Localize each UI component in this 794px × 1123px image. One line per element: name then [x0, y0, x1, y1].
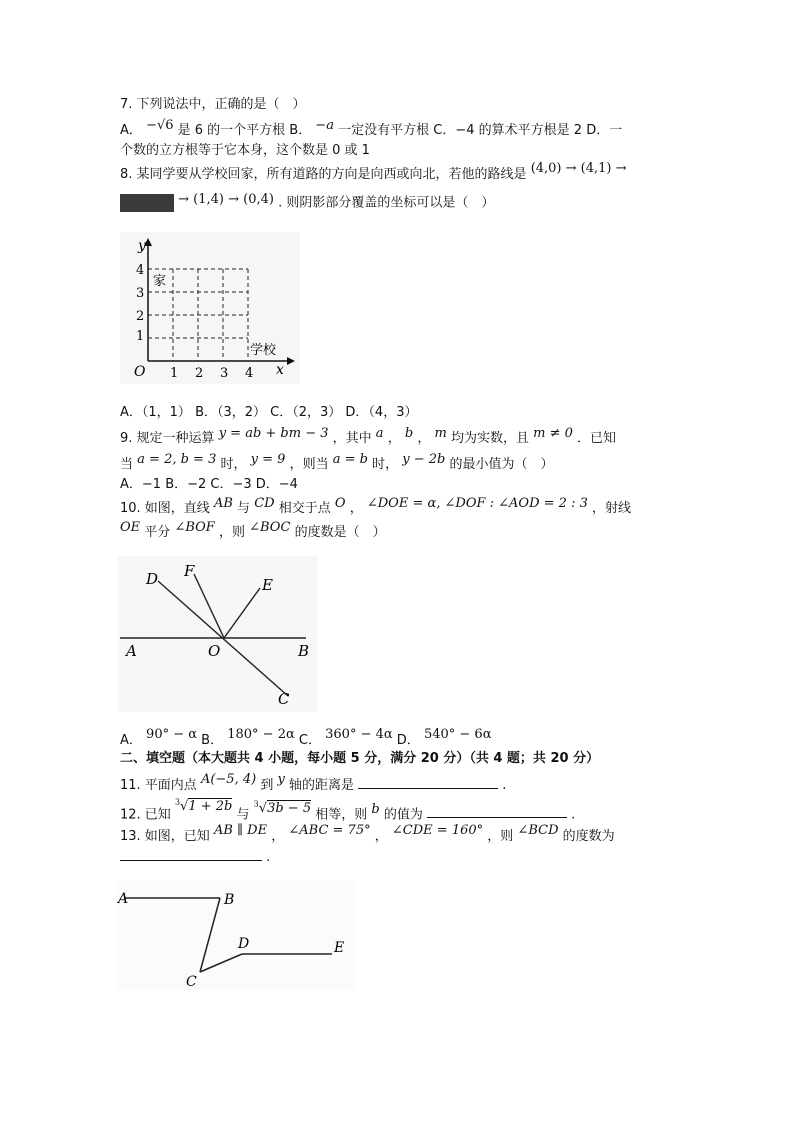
q9-sep-2: ，	[417, 431, 431, 446]
label-d: D	[146, 570, 159, 588]
q9-equality: a = b	[332, 452, 368, 467]
q11-line	[120, 772, 507, 795]
q13-angle-abc: ∠ABC = 75°	[288, 823, 371, 838]
q8-options: A．（1，1） B．（3，2） C．（2，3） D．（4，3）	[120, 405, 418, 420]
y-axis-label: y	[138, 238, 146, 254]
q8-path1: (4,0) → (4,1) →	[530, 161, 627, 176]
q10-text-7: 的度数是（ ）	[294, 525, 386, 540]
q10-text-4: ，射线	[592, 501, 632, 516]
q10-angle-figure	[118, 556, 318, 712]
q10-text-2: 相交于点	[278, 501, 331, 516]
q8-path2: → (1,4) → (0,4)	[178, 191, 274, 207]
y-tick-2: 2	[136, 309, 145, 324]
q8-tail: . 则阴影部分覆盖的坐标可以是（ ）	[278, 195, 495, 211]
q11-axis: y	[277, 772, 285, 787]
section-heading: 二、填空题（本大题共 4 小题，每小题 5 分，满分 20 分）（共 4 题；共 20 分）	[120, 751, 600, 766]
label-c: C	[186, 974, 197, 990]
q7-stem: 7. 下列说法中，正确的是（ ）	[120, 97, 306, 112]
q10-line-ab: AB	[213, 496, 233, 511]
q10-ray-oe: OE	[120, 520, 141, 535]
label-f: F	[184, 562, 195, 580]
q9-text-7: ，则当	[289, 457, 329, 472]
q9-result: y = 9	[250, 452, 286, 467]
q10-line1	[120, 496, 632, 518]
q10-opt-a-label: A．	[120, 733, 142, 748]
q7-line2: 个数的立方根等于它本身，这个数是 0 或 1	[120, 143, 370, 158]
q9-text-9: 的最小值为（ ）	[449, 457, 554, 472]
q13-text-1: 13. 如图，已知	[120, 829, 210, 844]
y-tick-4: 4	[136, 263, 145, 278]
q9-expression: y − 2b	[402, 452, 446, 467]
q11-point: A(−5, 4)	[200, 772, 257, 787]
q10-opt-b-label: B．	[201, 733, 224, 748]
origin-label: O	[134, 364, 146, 380]
q9-var-a: a	[375, 426, 384, 441]
q11-answer-blank[interactable]	[358, 776, 498, 789]
q13-answer-blank[interactable]	[120, 848, 262, 861]
q10-opt-d: 540° − 6α	[423, 727, 492, 742]
y-tick-3: 3	[136, 286, 145, 301]
q9-given: a = 2, b = 3	[137, 452, 217, 467]
q8-stem: 8. 某同学要从学校回家，所有道路的方向是向西或向北，若他的路线是	[120, 167, 527, 182]
q10-line2	[120, 520, 386, 542]
q9-text-4: ．已知	[577, 431, 617, 446]
q10-text-3: ，	[349, 501, 363, 516]
q12-text-3: 相等，则	[315, 807, 368, 823]
q13-angle-cde: ∠CDE = 160°	[391, 823, 484, 838]
q10-options	[120, 727, 492, 750]
x-tick-2: 2	[195, 366, 204, 381]
q7-option-a-text: 是 6 的一个平方根 B．	[177, 123, 312, 138]
q12-answer-blank[interactable]	[427, 805, 567, 818]
q13-line2	[120, 848, 270, 867]
q12-r1-body: 1 + 2b	[188, 799, 233, 815]
label-a: A	[126, 642, 137, 660]
label-c: C	[278, 690, 290, 708]
q12-text-2: 与	[236, 807, 250, 823]
q10-text-1: 10. 如图，直线	[120, 501, 210, 516]
q13-line1	[120, 823, 615, 846]
q8-grid-figure	[120, 232, 300, 384]
q11-end: .	[502, 778, 507, 793]
shaded-block	[120, 194, 174, 212]
q11-text-1: 11. 平面内点	[120, 778, 197, 793]
q12-text-4: 的值为	[383, 807, 423, 823]
q12-var-b: b	[371, 802, 380, 818]
q9-text-5: 当	[120, 457, 134, 472]
q10-opt-b: 180° − 2α	[227, 727, 295, 742]
x-tick-1: 1	[170, 366, 179, 381]
q9-line1	[120, 426, 617, 448]
q13-text-2: ，	[271, 829, 285, 844]
q10-angle-bof: ∠BOF	[174, 520, 215, 535]
q12-r2-index: 3	[253, 800, 259, 809]
q12-line	[120, 798, 576, 824]
y-tick-1: 1	[136, 329, 145, 344]
q9-operation: y = ab + bm − 3	[218, 426, 329, 441]
q10-point-o: O	[334, 496, 346, 511]
q13-text-3: ，	[374, 829, 388, 844]
q7-option-b-math: −a	[315, 118, 335, 133]
x-tick-4: 4	[245, 366, 254, 381]
q12-r2-body: 3b − 5	[267, 801, 312, 817]
q11-text-2: 到	[260, 778, 274, 793]
label-b: B	[224, 892, 235, 908]
q9-text-1: 9. 规定一种运算	[120, 431, 215, 446]
q7-option-a-math: −√6	[146, 118, 174, 133]
q8-stem-line	[120, 161, 627, 184]
q10-angle-boc: ∠BOC	[249, 520, 291, 535]
q13-text-5: 的度数为	[562, 829, 615, 844]
q9-condition: m ≠ 0	[533, 426, 573, 441]
label-e: E	[262, 576, 273, 594]
q9-var-m: m	[434, 426, 447, 441]
q9-text-6: 时，	[220, 457, 247, 472]
q10-line-cd: CD	[254, 496, 275, 511]
q9-var-b: b	[404, 426, 414, 441]
label-e: E	[334, 940, 345, 956]
q10-opt-d-label: D．	[396, 733, 420, 748]
q13-end: .	[266, 850, 271, 865]
q9-text-3: 均为实数，且	[450, 431, 529, 446]
q13-parallel: AB ∥ DE	[213, 823, 268, 838]
label-a: A	[118, 891, 129, 907]
label-d: D	[238, 936, 250, 952]
label-o: O	[208, 642, 221, 660]
q9-line2	[120, 452, 554, 474]
q7-options-line	[120, 118, 623, 140]
q9-options: A．−1 B．−2 C．−3 D．−4	[120, 477, 298, 492]
q13-angle-bcd: ∠BCD	[517, 823, 559, 838]
q9-sep-1: ，	[387, 431, 401, 446]
q12-radical-1: $^3$√1 + 2b	[174, 798, 233, 815]
q7-option-a-label: A．	[120, 123, 142, 138]
x-tick-3: 3	[220, 366, 229, 381]
q10-text-5: 平分	[144, 525, 171, 540]
q12-end: .	[571, 807, 576, 823]
q7-option-b-text: 一定没有平方根 C．−4 的算术平方根是 2 D．一	[338, 123, 623, 138]
home-label: 家	[153, 274, 167, 289]
q9-text-8: 时，	[372, 457, 399, 472]
q10-text-6: ，则	[218, 525, 245, 540]
q10-text-with: 与	[237, 501, 251, 516]
school-label: 学校	[250, 343, 277, 358]
q12-r1-index: 3	[174, 798, 181, 807]
q13-parallel-figure	[116, 880, 356, 990]
x-axis-label: x	[276, 362, 284, 378]
q10-opt-c: 360° − 4α	[325, 727, 393, 742]
q10-opt-a: 90° − α	[146, 727, 198, 742]
q10-condition: ∠DOE = α, ∠DOF : ∠AOD = 2 : 3	[366, 496, 588, 511]
q10-opt-c-label: C．	[298, 733, 321, 748]
q11-text-3: 轴的距离是	[288, 778, 354, 793]
q12-text-1: 12. 已知	[120, 807, 171, 823]
q9-text-2: ，其中	[332, 431, 372, 446]
q8-path-line	[120, 191, 495, 213]
q12-radical-2: $^3$√3b − 5	[253, 800, 312, 817]
q13-text-4: ，则	[487, 829, 514, 844]
label-b: B	[298, 642, 310, 660]
